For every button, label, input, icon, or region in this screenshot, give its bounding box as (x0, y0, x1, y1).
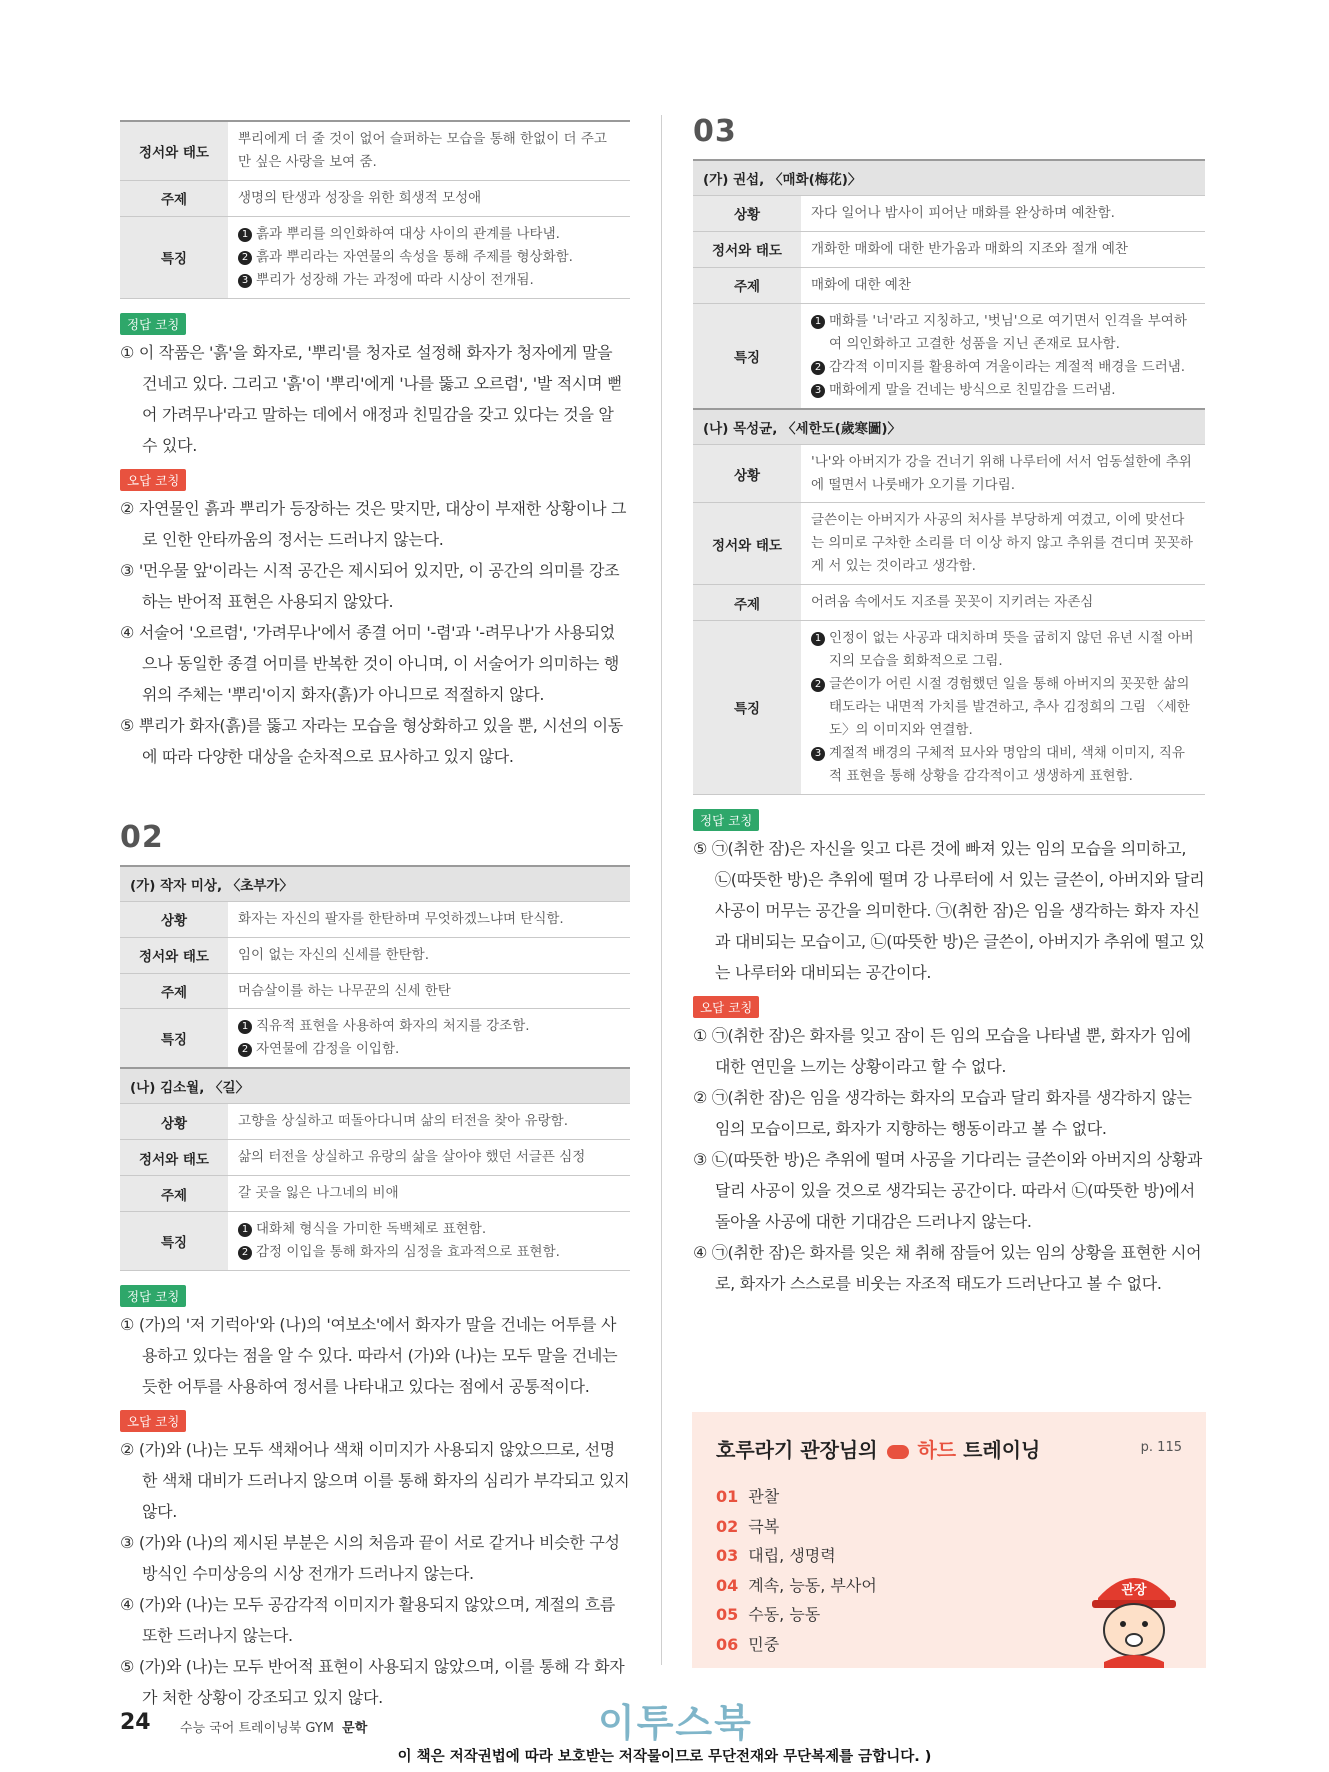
item-text: 대립, 생명력 (748, 1546, 836, 1565)
info-table-03 (693, 159, 1205, 795)
row-value (801, 621, 1205, 795)
row-key: 주제 (120, 1176, 228, 1212)
feature-text: 인정이 없는 사공과 대치하며 뜻을 굽히지 않던 유년 시절 아버지의 모습을 회화적으로 그림. (829, 630, 1194, 670)
feature-item (238, 1015, 620, 1038)
item-text: 관찰 (748, 1487, 780, 1506)
item-text: 민중 (748, 1634, 780, 1654)
feature-text: 대화체 형식을 가미한 독백체로 표현함. (256, 1221, 487, 1238)
column-divider (661, 115, 662, 1665)
number-badge: 1 (238, 1020, 252, 1034)
correct-coach-tag: 정답 코칭 (120, 1285, 186, 1307)
number-badge: 3 (811, 747, 825, 761)
hard-training-title (716, 1434, 1040, 1463)
wrong-coach-tag: 오답 코칭 (120, 1410, 186, 1432)
item-number: 01 (716, 1487, 739, 1506)
feature-item (811, 627, 1195, 673)
title-red: 하드 (917, 1438, 957, 1462)
coach-item: ④ 서술어 '오르렴', '가려무나'에서 종결 어미 '-렴'과 '-려무나'가 사용되었으나 동일한 종결 어미를 반복한 것이 아니며, 이 서술어가 의미하는 행위의 주체는 '뿌리'이지 화자(흙)가 아니므로 적절하지 않다. (120, 622, 620, 704)
hard-training-item (716, 1541, 877, 1571)
row-value: 뿌리에게 더 줄 것이 없어 슬퍼하는 모습을 통해 한없이 더 주고 만 싶은 사랑을 보여 줌. (228, 121, 630, 180)
number-badge: 3 (238, 274, 252, 288)
table-row (120, 121, 630, 180)
row-key: 정서와 태도 (120, 1140, 228, 1176)
row-value: 자다 일어나 밤사이 피어난 매화를 완상하며 예찬함. (801, 196, 1205, 232)
feature-text: 감정 이입을 통해 화자의 심정을 효과적으로 표현함. (256, 1244, 560, 1261)
item-number: 06 (716, 1634, 739, 1654)
number-badge: 2 (238, 1246, 252, 1260)
row-value: 매화에 대한 예찬 (801, 267, 1205, 303)
book-title (180, 1717, 367, 1736)
row-key: 특징 (120, 216, 228, 298)
table-section-head: (나) 목성균, 〈세한도(歲寒圖)〉 (693, 409, 1205, 445)
item-text: 극복 (748, 1516, 780, 1536)
coach-item: ① (가)의 '저 기럭아'와 (나)의 '여보소'에서 화자가 말을 건네는 어투를 사용하고 있다는 점을 알 수 있다. 따라서 (가)와 (나)는 모두 말을 건네는 듯한 어투를 사용하여 정서를 나타내고 있다는 점에서 공통적이다. (120, 1315, 618, 1396)
feature-text: 감각적 이미지를 활용하여 겨울이라는 계절적 배경을 드러냄. (829, 358, 1186, 375)
item-text: 수동, 능동 (748, 1605, 821, 1624)
number-badge: 1 (238, 1223, 252, 1237)
table-row (120, 1009, 630, 1068)
coach-item: ⑤ 뿌리가 화자(흙)를 뚫고 자라는 모습을 형상화하고 있을 뿐, 시선의 이동에 따라 다양한 대상을 순차적으로 묘사하고 있지 않다. (120, 715, 623, 766)
table-row (120, 216, 630, 298)
number-badge: 2 (238, 1043, 252, 1057)
row-value (228, 1212, 630, 1271)
feature-text: 직유적 표현을 사용하여 화자의 처지를 강조함. (256, 1018, 530, 1035)
row-key: 정서와 태도 (120, 121, 228, 180)
feature-item (238, 246, 620, 269)
row-key: 정서와 태도 (693, 231, 801, 267)
row-value (228, 1009, 630, 1068)
fist-icon (887, 1445, 909, 1459)
table-row (120, 1104, 630, 1140)
table-row (693, 503, 1205, 585)
row-value: 삶의 터전을 상실하고 유랑의 삶을 살아야 했던 서글픈 심정 (228, 1140, 630, 1176)
hard-training-box (692, 1412, 1206, 1668)
hard-training-item (716, 1482, 877, 1512)
table-row (120, 180, 630, 216)
number-badge: 1 (811, 632, 825, 646)
title-suffix: 트레이닝 (963, 1438, 1041, 1462)
row-value (228, 216, 630, 298)
table-row (693, 303, 1205, 408)
coach-item: ⑤ ㉠(취한 잠)은 자신을 잊고 다른 것에 빠져 있는 임의 모습을 의미하고, ㉡(따뜻한 방)은 추위에 떨며 강 나루터에 서 있는 글쓴이, 아버지와 달리 사공이 머무는 공간을 의미한다. ㉠(취한 잠)은 임을 생각하는 화자 자신과 대비되는 모습이고, ㉡(따뜻한 방)은 글쓴이, 아버지가 추위에 떨고 있는 나루터와 대비되는 공간이다. (693, 838, 1205, 982)
row-key: 상황 (693, 196, 801, 232)
table-row (693, 444, 1205, 503)
row-value: 갈 곳을 잃은 나그네의 비애 (228, 1176, 630, 1212)
row-value: 고향을 상실하고 떠돌아다니며 삶의 터전을 찾아 유랑함. (228, 1104, 630, 1140)
feature-text: 매화를 '너'라고 지칭하고, '벗님'으로 여기면서 인격을 부여하여 의인화하고 고결한 성품을 지닌 존재로 묘사함. (829, 312, 1187, 352)
row-value: 어려움 속에서도 지조를 꼿꼿이 지키려는 자존심 (801, 585, 1205, 621)
feature-text: 매화에게 말을 건네는 방식으로 친밀감을 드러냄. (829, 381, 1116, 398)
table-row (120, 1140, 630, 1176)
section-number-03: 03 (693, 114, 737, 149)
table-row (120, 901, 630, 937)
coach-item: ② ㉠(취한 잠)은 임을 생각하는 화자의 모습과 달리 화자를 생각하지 않는 임의 모습이므로, 화자가 지향하는 행동이라고 볼 수 없다. (693, 1087, 1192, 1138)
row-value: 화자는 자신의 팔자를 한탄하며 무엇하겠느냐며 탄식함. (228, 901, 630, 937)
table-section-head: (가) 권섭, 〈매화(梅花)〉 (693, 160, 1205, 196)
coach-item: ① 이 작품은 '흙'을 화자로, '뿌리'를 청자로 설정해 화자가 청자에게 말을 건네고 있다. 그리고 '흙'이 '뿌리'에게 '나를 뚫고 오르렴', '발 적시며 뻗어 가려무나'라고 말하는 데에서 애정과 친밀감을 갖고 있다는 것을 알 수 있다. (120, 342, 623, 455)
row-key: 주제 (693, 585, 801, 621)
page-number: 24 (120, 1710, 151, 1735)
row-key: 상황 (120, 901, 228, 937)
table-row (120, 937, 630, 973)
coach-03 (693, 801, 1205, 1299)
correct-coach-tag: 정답 코칭 (120, 313, 186, 335)
feature-item (811, 379, 1195, 402)
book-subject: 문학 (342, 1721, 368, 1736)
feature-item (238, 1038, 620, 1061)
wrong-coach-tag: 오답 코칭 (120, 469, 186, 491)
row-key: 주제 (693, 267, 801, 303)
hard-training-list (716, 1482, 877, 1659)
row-key: 정서와 태도 (693, 503, 801, 585)
table-row (693, 621, 1205, 795)
row-key: 상황 (693, 444, 801, 503)
wrong-coach-tag: 오답 코칭 (693, 996, 759, 1018)
feature-text: 계절적 배경의 구체적 묘사와 명암의 대비, 색채 이미지, 직유적 표현을 통해 상황을 감각적이고 생생하게 표현함. (829, 744, 1185, 784)
row-key: 특징 (693, 621, 801, 795)
table-row (120, 1212, 630, 1271)
hard-training-item (716, 1630, 877, 1660)
table-row (693, 585, 1205, 621)
feature-text: 흙과 뿌리를 의인화하여 대상 사이의 관계를 나타냄. (256, 225, 560, 242)
section-number-02: 02 (120, 819, 164, 855)
feature-text: 글쓴이가 어린 시절 경험했던 일을 통해 아버지의 꼿꼿한 삶의 태도라는 내면적 가치를 발견하고, 추사 김정희의 그림 〈세한도〉의 이미지와 연결함. (829, 676, 1190, 738)
number-badge: 1 (811, 315, 825, 329)
correct-coach-tag: 정답 코칭 (693, 809, 759, 831)
row-value: 임이 없는 자신의 신세를 한탄함. (228, 937, 630, 973)
feature-item (238, 1241, 620, 1264)
feature-item (238, 223, 620, 246)
item-number: 02 (716, 1516, 739, 1536)
coach-mascot-icon (1088, 1558, 1180, 1668)
feature-text: 뿌리가 성장해 가는 과정에 따라 시상이 전개됨. (256, 271, 534, 288)
row-value: 개화한 매화에 대한 반가움과 매화의 지조와 절개 예찬 (801, 231, 1205, 267)
hard-training-page: p. 115 (1140, 1440, 1182, 1455)
number-badge: 2 (811, 361, 825, 375)
hard-training-item (716, 1600, 877, 1630)
coach-01 (120, 305, 630, 772)
table-section-head: (가) 작자 미상, 〈초부가〉 (120, 866, 630, 902)
row-key: 상황 (120, 1104, 228, 1140)
hard-training-item (716, 1512, 877, 1542)
row-value: '나'와 아버지가 강을 건너기 위해 나루터에 서서 엄동설한에 추위에 떨면서 나룻배가 오기를 기다림. (801, 444, 1205, 503)
row-key: 주제 (120, 180, 228, 216)
mascot-cap-text: 관장 (1121, 1583, 1147, 1598)
item-text: 계속, 능동, 부사어 (748, 1575, 877, 1595)
coach-item: ② (가)와 (나)는 모두 색채어나 색채 이미지가 사용되지 않았으므로, 선명한 색채 대비가 드러나지 않으며 이를 통해 화자의 심리가 부각되고 있지 않다. (120, 1440, 630, 1521)
right-column (693, 114, 1205, 1299)
coach-item: ⑤ (가)와 (나)는 모두 반어적 표현이 사용되지 않았으며, 이를 통해 각 화자가 처한 상황이 강조되고 있지 않다. (120, 1657, 625, 1707)
feature-item (811, 310, 1195, 356)
coach-02 (120, 1277, 630, 1713)
row-key: 특징 (693, 303, 801, 408)
table-row (693, 267, 1205, 303)
title-prefix: 호루라기 관장님의 (716, 1438, 878, 1462)
coach-item: ② 자연물인 흙과 뿌리가 등장하는 것은 맞지만, 대상이 부재한 상황이나 그로 인한 안타까움의 정서는 드러나지 않는다. (120, 498, 627, 549)
coach-item: ④ (가)와 (나)는 모두 공감각적 이미지가 활용되지 않았으며, 계절의 흐름 또한 드러나지 않는다. (120, 1595, 615, 1645)
number-badge: 2 (238, 251, 252, 265)
feature-item (238, 1218, 620, 1241)
row-key: 특징 (120, 1009, 228, 1068)
row-value: 생명의 탄생과 성장을 위한 희생적 모성애 (228, 180, 630, 216)
number-badge: 1 (238, 228, 252, 242)
feature-item (811, 673, 1195, 742)
table-row (693, 231, 1205, 267)
coach-item: ① ㉠(취한 잠)은 화자를 잊고 잠이 든 임의 모습을 나타낼 뿐, 화자가 임에 대한 연민을 느끼는 상황이라고 할 수 없다. (693, 1025, 1191, 1076)
number-badge: 2 (811, 678, 825, 692)
coach-item: ③ (가)와 (나)의 제시된 부분은 시의 처음과 끝이 서로 같거나 비슷한 구성 방식인 수미상응의 시상 전개가 드러나지 않는다. (120, 1533, 620, 1583)
table-section-head: (나) 김소월, 〈길〉 (120, 1068, 630, 1104)
item-number: 05 (716, 1605, 739, 1624)
book-title-text: 수능 국어 트레이닝북 GYM (180, 1721, 335, 1736)
number-badge: 3 (811, 384, 825, 398)
coach-item: ④ ㉠(취한 잠)은 화자를 잊은 채 취해 잠들어 있는 임의 상황을 표현한 시어로, 화자가 스스로를 비웃는 자조적 태도가 드러난다고 볼 수 없다. (693, 1242, 1202, 1293)
table-row (120, 973, 630, 1009)
coach-item: ③ '먼우물 앞'이라는 시적 공간은 제시되어 있지만, 이 공간의 의미를 강조하는 반어적 표현은 사용되지 않았다. (120, 560, 620, 611)
row-key: 특징 (120, 1212, 228, 1271)
row-key: 주제 (120, 973, 228, 1009)
coach-item: ③ ㉡(따뜻한 방)은 추위에 떨며 사공을 기다리는 글쓴이와 아버지의 상황과 달리 사공이 있을 것으로 생각되는 공간이다. 따라서 ㉡(따뜻한 방)에서 돌아올 사공에 대한 기대감은 드러나지 않는다. (693, 1149, 1203, 1231)
row-value: 글쓴이는 아버지가 사공의 처사를 부당하게 여겼고, 이에 맞선다는 의미로 구차한 소리를 더 이상 하지 않고 추위를 견디며 꼿꼿하게 서 있는 것이라고 생각함. (801, 503, 1205, 585)
row-key: 정서와 태도 (120, 937, 228, 973)
publisher-logo: 이투스북 (598, 1701, 753, 1745)
hard-training-item (716, 1571, 877, 1601)
table-row (693, 196, 1205, 232)
feature-text: 자연물에 감정을 이입함. (256, 1041, 400, 1058)
row-value (801, 303, 1205, 408)
info-table-02 (120, 865, 630, 1271)
feature-item (811, 356, 1195, 379)
item-number: 03 (716, 1546, 739, 1565)
feature-item (811, 742, 1195, 788)
item-number: 04 (716, 1575, 739, 1595)
feature-text: 흙과 뿌리라는 자연물의 속성을 통해 주제를 형상화함. (256, 248, 573, 265)
copyright-notice: 이 책은 저작권법에 따라 보호받는 저작물이므로 무단전재와 무단복제를 금합니다. ) (397, 1749, 932, 1765)
info-table-01 (120, 120, 630, 299)
row-value: 머슴살이를 하는 나무꾼의 신세 한탄 (228, 973, 630, 1009)
table-row (120, 1176, 630, 1212)
feature-item (238, 269, 620, 292)
left-column (120, 120, 630, 1713)
